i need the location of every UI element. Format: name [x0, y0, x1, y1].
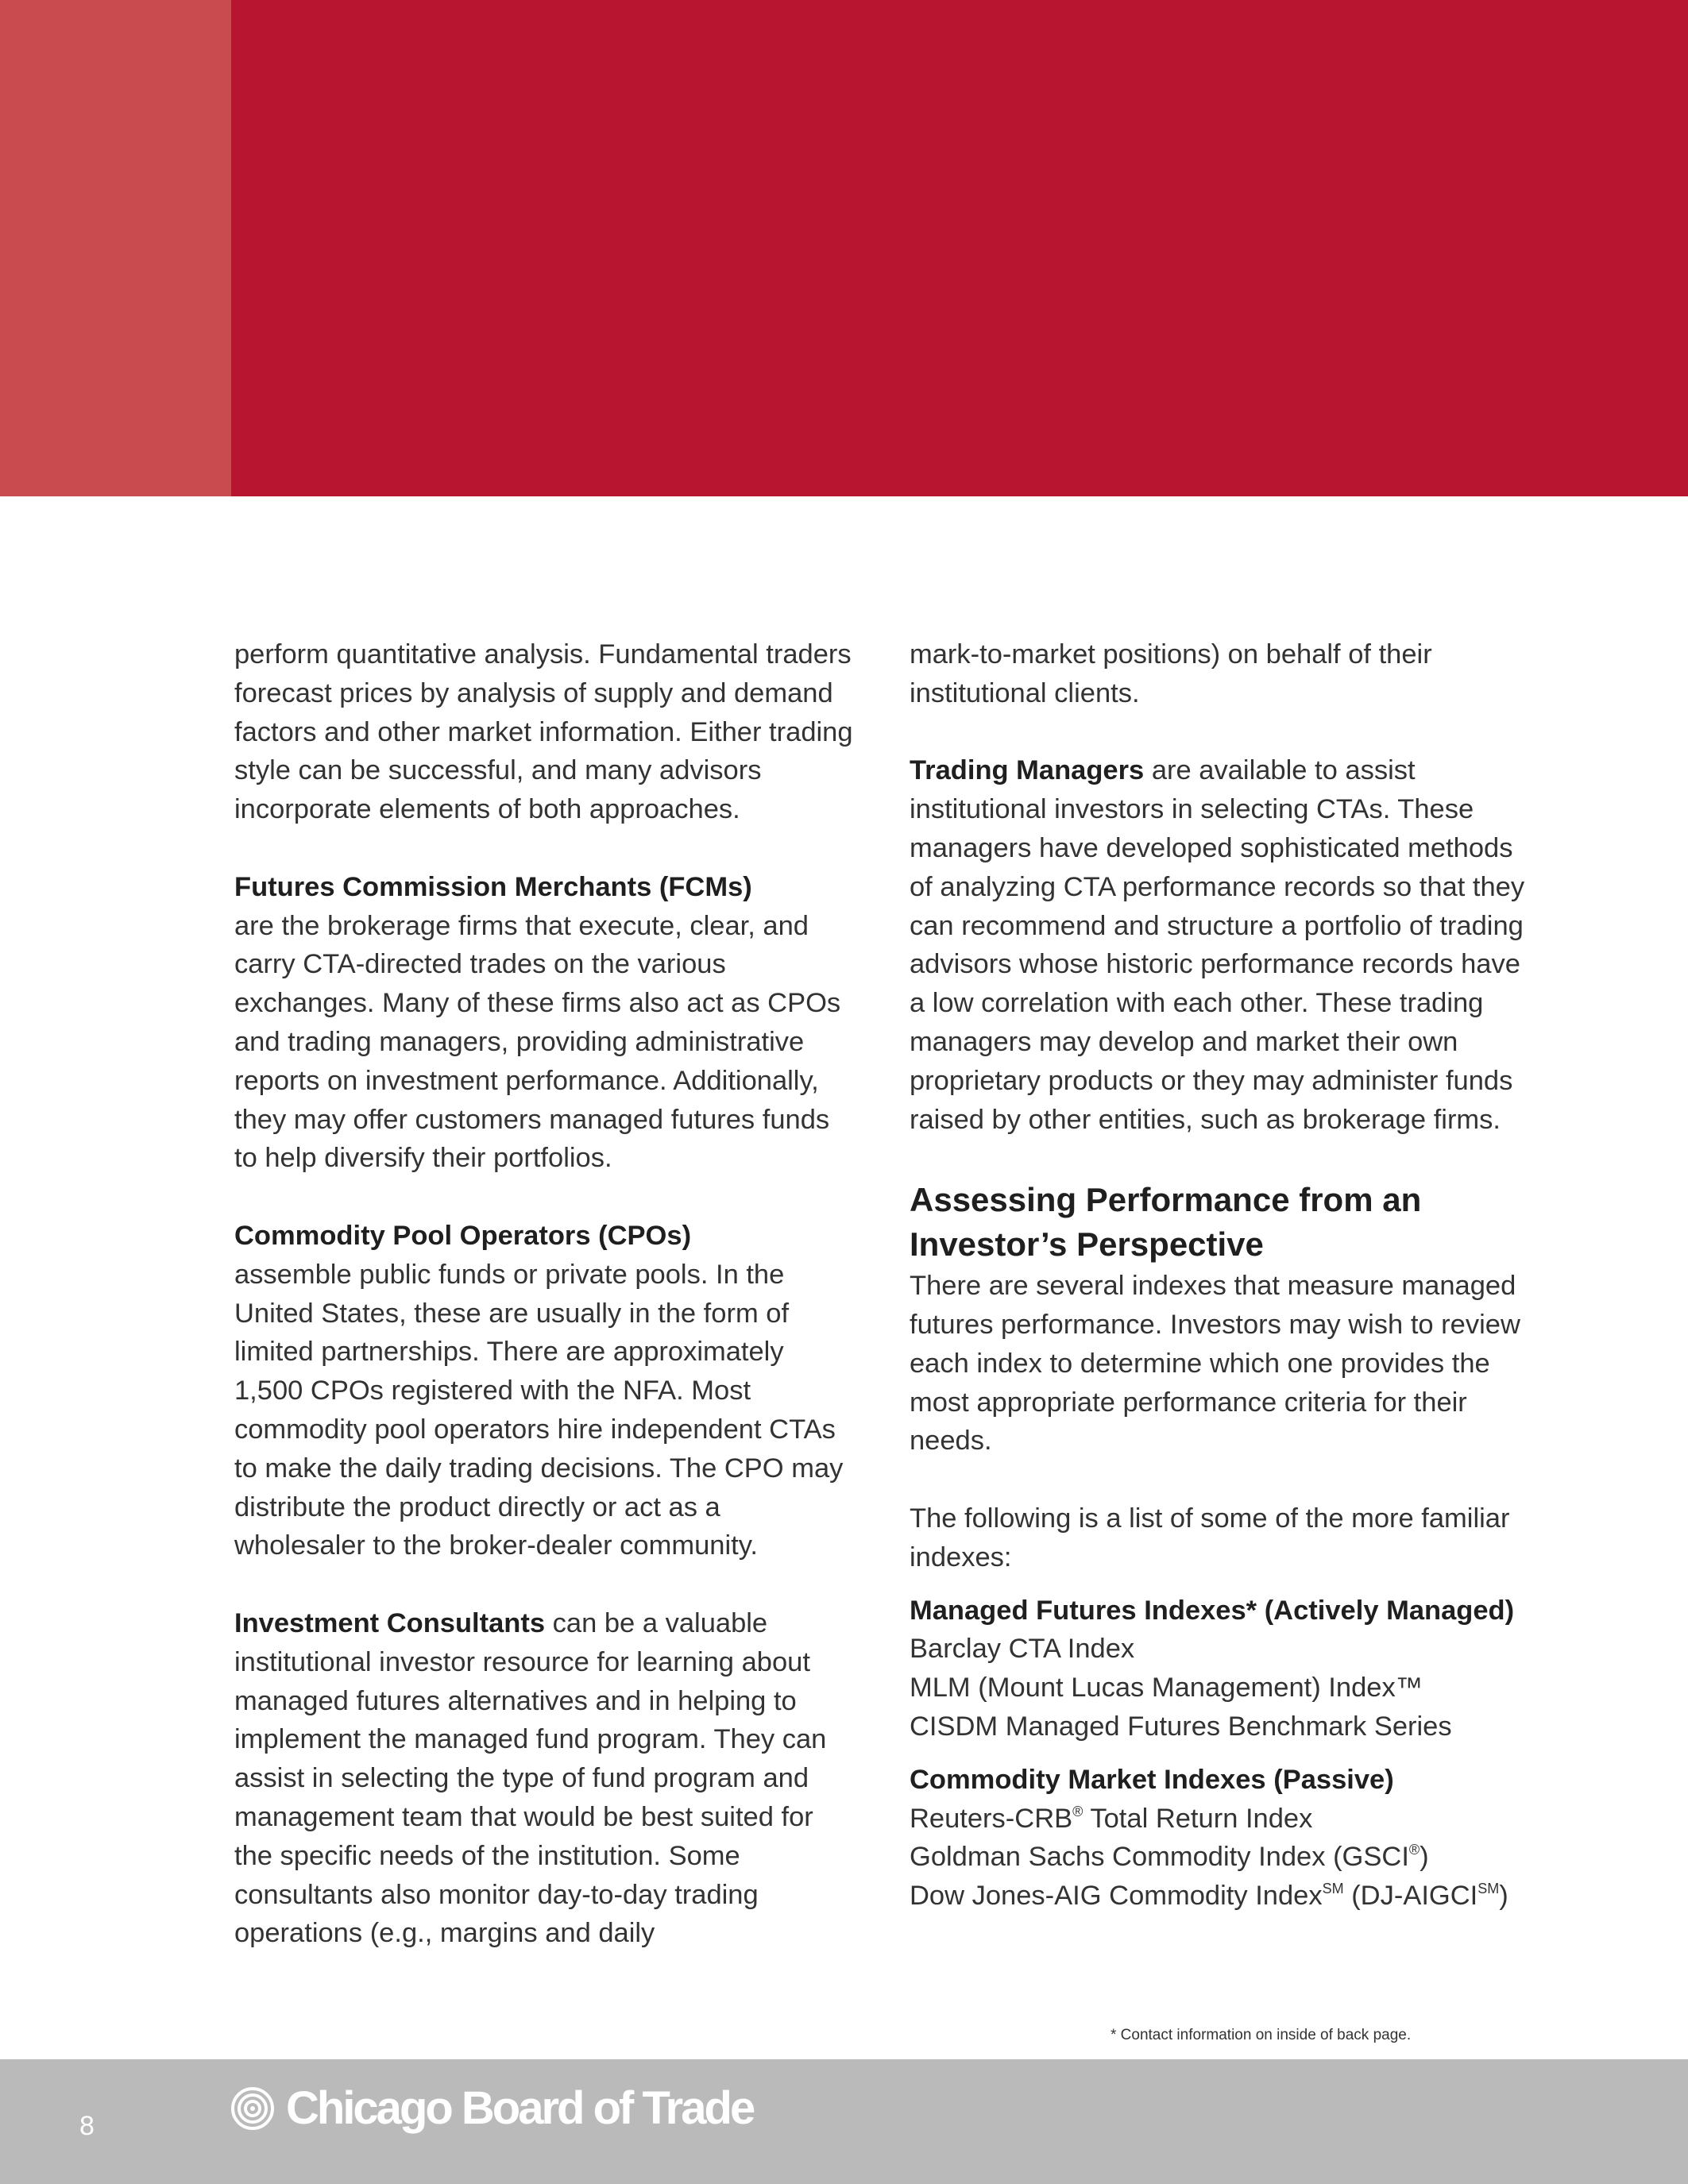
cpo-paragraph — [234, 1217, 854, 1565]
list-item: Barclay CTA Index — [910, 1634, 1135, 1665]
cpo-lead: Commodity Pool Operators (CPOs) — [234, 1220, 692, 1251]
fcm-lead: Futures Commission Merchants (FCMs) — [234, 871, 752, 902]
consultants-paragraph — [234, 1604, 854, 1953]
logo-wordmark: Chicago Board of Trade — [286, 2082, 754, 2134]
header-banner — [0, 0, 1688, 496]
list-intro-paragraph: The following is a list of some of the more familiar indexes: — [910, 1503, 1510, 1572]
fcm-paragraph — [234, 868, 854, 1178]
list-item: Goldman Sachs Commodity Index (GSCI®) — [910, 1842, 1429, 1873]
service-mark: SM — [1322, 1881, 1344, 1897]
managed-futures-heading: Managed Futures Indexes* (Actively Managed) — [910, 1595, 1515, 1626]
intro-paragraph: perform quantitative analysis. Fundamental traders forecast prices by analysis of supply and demand factors and other market information. Either trading style can be successful, and many advisors incorporate elements of both approaches. — [234, 639, 853, 825]
left-column — [234, 635, 854, 1992]
list-item: Dow Jones-AIG Commodity Index℠ (DJ-AIGCI℠) — [910, 1881, 1508, 1912]
footnote: * Contact information on inside of back page. — [1111, 2027, 1412, 2043]
cbot-logo — [230, 2081, 753, 2136]
cbot-logo-icon — [230, 2086, 275, 2131]
header-banner-accent — [0, 0, 231, 496]
page-number: 8 — [79, 2111, 95, 2141]
right-column — [910, 635, 1529, 1930]
list-item: CISDM Managed Futures Benchmark Series — [910, 1711, 1452, 1742]
commodity-index-list — [910, 1761, 1529, 1916]
list-item: MLM (Mount Lucas Management) Index™ — [910, 1673, 1423, 1704]
commodity-indexes-heading: Commodity Market Indexes (Passive) — [910, 1764, 1394, 1795]
cpo-text: assemble public funds or private pools. In the United States, these are usually in the form of limited partnerships. There are approximately 1,500 CPOs registered with the NFA. Most commodity pool operators hire independent CTAs to make the daily trading decisions. The CPO may distribute the product directly or act as a wholesaler to the broker-dealer community. — [234, 1259, 844, 1561]
registered-mark: ® — [1408, 1842, 1420, 1858]
trading-managers-lead: Trading Managers — [910, 755, 1145, 786]
list-item: Reuters-CRB® Total Return Index — [910, 1803, 1313, 1834]
registered-mark: ® — [1072, 1803, 1083, 1819]
performance-paragraph: There are several indexes that measure managed futures performance. Investors may wish to review each index to determine which one provides the most appropriate performance criteria for their needs. — [910, 1271, 1520, 1457]
section-heading: Assessing Performance from an Investor’s Perspective — [910, 1181, 1422, 1264]
consultants-lead: Investment Consultants — [234, 1607, 546, 1638]
trading-managers-paragraph — [910, 751, 1529, 1139]
service-mark: SM — [1477, 1881, 1500, 1897]
continuation-paragraph: mark-to-market positions) on behalf of their institutional clients. — [910, 639, 1432, 708]
fcm-text: are the brokerage firms that execute, clear, and carry CTA-directed trades on the various exchanges. Many of these firms also act as CPOs and trading managers, providing administrative reports on investment performance. Additionally, they may offer customers managed futures funds to help diversify their portfolios. — [234, 910, 841, 1174]
managed-futures-index-list — [910, 1592, 1529, 1746]
trading-managers-text: are available to assist institutional investors in selecting CTAs. These managers have developed sophisticated methods of analyzing CTA performance records so that they can recommend and structure a portfolio of trading advisors whose historic performance records have a low correlation with each other. These trading managers may develop and market their own proprietary products or they may administer funds raised by other entities, such as brokerage firms. — [910, 755, 1525, 1135]
consultants-text: can be a valuable institutional investor resource for learning about managed futures alternatives and in helping to implement the managed fund program. They can assist in selecting the type of fund program and management team that would be best suited for the specific needs of the institution. Some consultants also monitor day-to-day trading operations (e.g., margins and daily — [234, 1607, 827, 1949]
